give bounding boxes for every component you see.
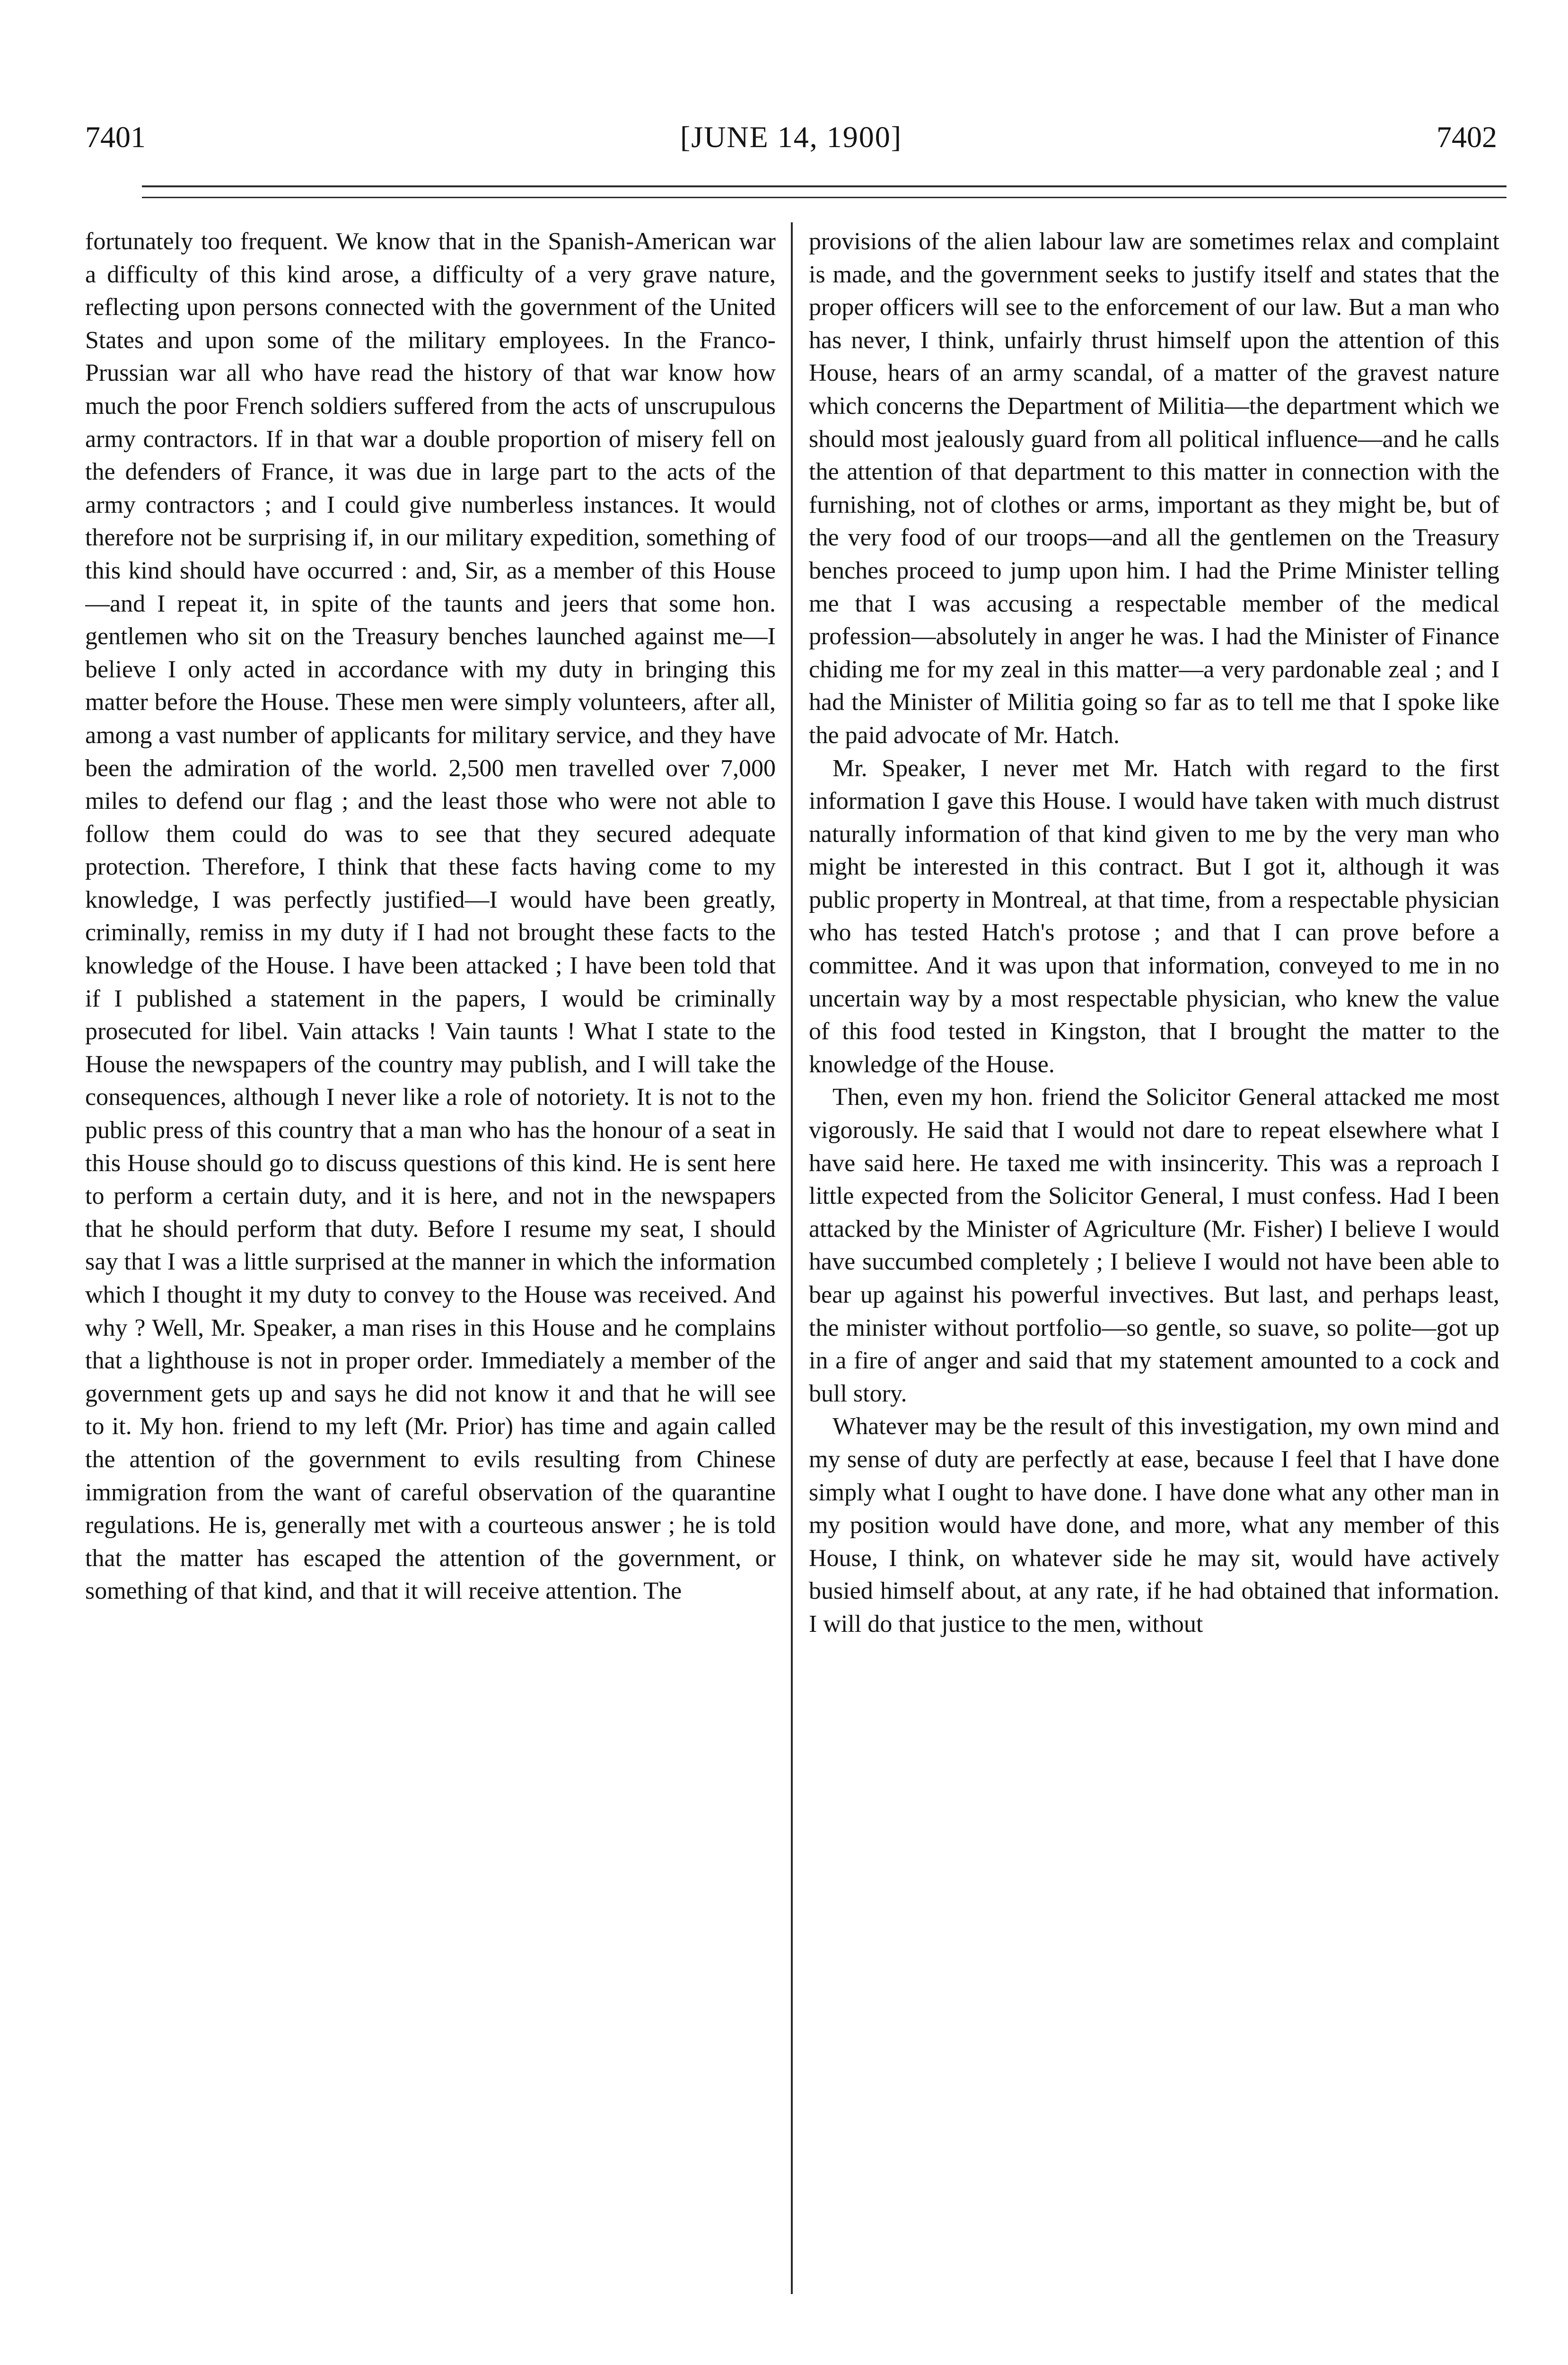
column-divider (791, 222, 793, 2294)
right-page-number: 7402 (1437, 120, 1497, 154)
right-paragraph: Mr. Speaker, I never met Mr. Hatch with regard to the first information I gave this House. I would have taken with much distrust naturally information of that kind given to me by the very man who might be interested in this contract. But I got it, although it was public property in Montreal, at that time, from a respectable physician who has tested Hatch's protose ; and that I can prove before a committee. And it was upon that information, conveyed to me in no uncertain way by a most respectable physician, who knew the value of this food tested in Kingston, that I brought the matter to the knowledge of the House. (809, 754, 1499, 1078)
left-paragraph: fortunately too frequent. We know that in the Spanish-American war a difficulty of this kind arose, a difficulty of a very grave nature, reflecting upon persons connected with the government of the United States and upon some of the military employees. In the Franco-Prussian war all who have read the history of that war know how much the poor French soldiers suffered from the acts of unscrupulous army contractors. If in that war a double proportion of misery fell on the defenders of France, it was due in large part to the acts of the army contractors ; and I could give numberless instances. It would therefore not be surprising if, in our military expedition, something of this kind should have occurred : and, Sir, as a member of this House—and I repeat it, in spite of the taunts and jeers that some hon. gentlemen who sit on the Treasury benches launched against me—I believe I only acted in accordance with my duty in bringing this matter before the House. These men were simply volunteers, after all, among a vast number of applicants for military service, and they have been the admiration of the world. 2,500 men travelled over 7,000 miles to defend our flag ; and the least those who were not able to follow them could do was to see that they secured adequate protection. Therefore, I think that these facts having come to my knowledge, I was perfectly justified—I would have been greatly, criminally, remiss in my duty if I had not brought these facts to the knowledge of the House. I have been attacked ; I have been told that if I published a statement in the papers, I would be criminally prosecuted for libel. Vain attacks ! Vain taunts ! What I state to the House the newspapers of the country may publish, and I will take the consequences, although I never like a role of notoriety. It is not to the public press of this country that a man who has the honour of a seat in this House should go to discuss questions of this kind. He is sent here to perform a certain duty, and it is here, and not in the newspapers that he should perform that duty. Before I resume my seat, I should say that I was a little surprised at the manner in which the information which I thought it my duty to convey to the House was received. And why ? Well, Mr. Speaker, a man rises in this House and he complains that a lighthouse is not in proper order. Immediately a member of the government gets up and says he did not know it and that he will see to it. My hon. friend to my left (Mr. Prior) has time and again called the attention of the government to evils resulting from Chinese immigration from the want of careful observation of the quarantine regulations. He is, generally met with a courteous answer ; he is told that the matter has escaped the attention of the government, or something of that kind, and that it will receive attention. The (85, 228, 776, 1605)
right-paragraph: Whatever may be the result of this investigation, my own mind and my sense of duty are perfectly at ease, because I feel that I have done simply what I ought to have done. I have done what any other man in my position would have done, and more, what any member of this House, I think, on whatever side he may sit, would have actively busied himself about, at any rate, if he had obtained that information. I will do that justice to the men, without (809, 1413, 1499, 1638)
left-column (85, 225, 776, 2297)
page-header (85, 114, 1497, 161)
left-page-number: 7401 (85, 120, 146, 154)
page-date: [JUNE 14, 1900] (680, 120, 902, 154)
right-column (809, 225, 1499, 2297)
right-paragraph: provisions of the alien labour law are sometimes relax and complaint is made, and the government seeks to justify itself and states that the proper officers will see to the enforcement of our law. But a man who has never, I think, unfairly thrust himself upon the attention of this House, hears of an army scandal, of a matter of the gravest nature which concerns the Department of Militia—the department which we should most jealously guard from all political influence—and he calls the attention of that department to this matter in connection with the furnishing, not of clothes or arms, important as they might be, but of the very food of our troops—and all the gentlemen on the Treasury benches proceed to jump upon him. I had the Prime Minister telling me that I was accusing a respectable member of the medical profession—absolutely in anger he was. I had the Minister of Finance chiding me for my zeal in this matter—a very pardonable zeal ; and I had the Minister of Militia going so far as to tell me that I spoke like the paid advocate of Mr. Hatch. (809, 228, 1499, 749)
right-paragraph: Then, even my hon. friend the Solicitor General attacked me most vigorously. He said that I would not dare to repeat elsewhere what I have said here. He taxed me with insincerity. This was a reproach I little expected from the Solicitor General, I must confess. Had I been attacked by the Minister of Agriculture (Mr. Fisher) I believe I would have succumbed completely ; I believe I would not have been able to bear up against his powerful invectives. But last, and perhaps least, the minister without portfolio—so gentle, so suave, so polite—got up in a fire of anger and said that my statement amounted to a cock and bull story. (809, 1084, 1499, 1407)
header-rule-bottom (142, 197, 1507, 198)
header-rule-top (142, 185, 1507, 187)
